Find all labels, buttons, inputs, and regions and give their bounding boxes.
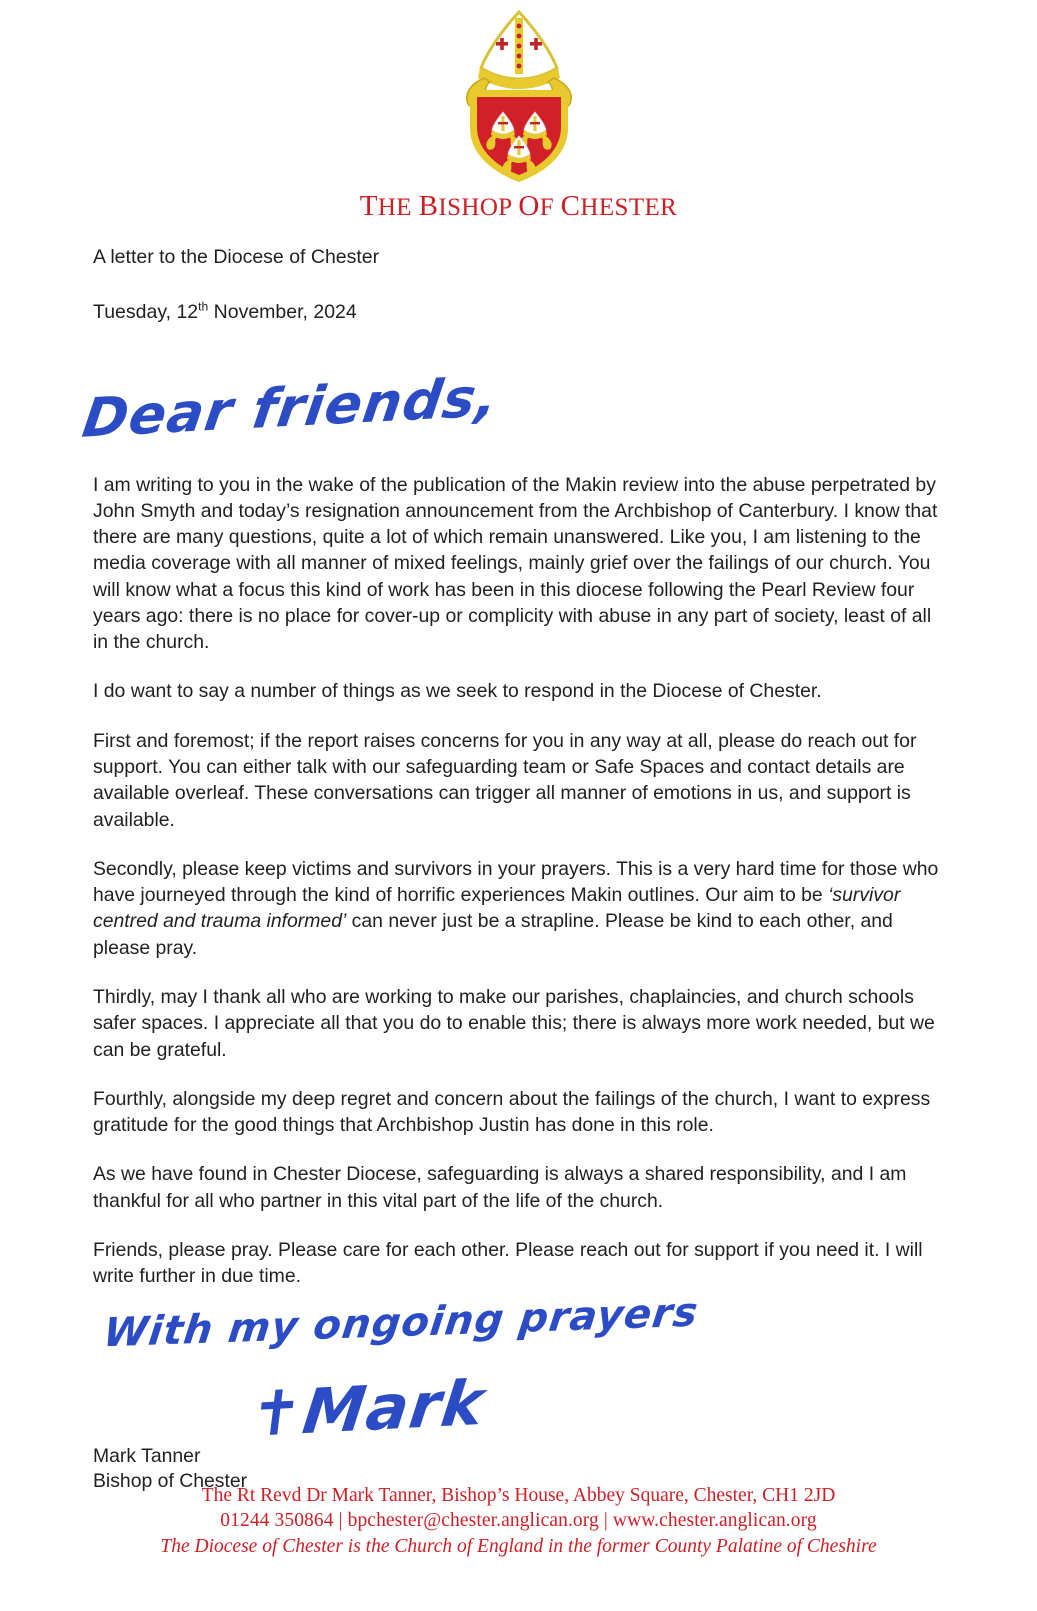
- paragraph-3: First and foremost; if the report raises concerns for you in any way at all, please do reach out for support. You can either talk with our safeguarding team or Safe Spaces and contact details are available overleaf. These conversations can trigger all manner of emotions in us, and support is available.: [93, 729, 917, 831]
- handwritten-closing: With my ongoing prayers: [100, 1289, 702, 1356]
- handwritten-signature: ✝Mark: [245, 1365, 489, 1451]
- strapline-quote: ‘survivor centred and trauma informed’: [93, 884, 901, 933]
- footer-email[interactable]: bpchester@chester.anglican.org: [347, 1510, 599, 1532]
- letterhead: [0, 0, 1037, 223]
- paragraph-4: [93, 856, 948, 961]
- footer-phone[interactable]: 01244 350864: [220, 1510, 334, 1532]
- paragraph-2: I do want to say a number of things as we seek to respond in the Diocese of Chester.: [93, 680, 822, 703]
- paragraph-5: Thirdly, may I thank all who are working to make our parishes, chaplaincies, and church schools safer spaces. I appreciate all that you do to enable this; there is always more work needed, but we can be grateful.: [93, 986, 935, 1061]
- paragraph-6: Fourthly, alongside my deep regret and concern about the failings of the church, I want to express gratitude for the good things that Archbishop Justin has done in this role.: [93, 1087, 931, 1137]
- organisation-title: THE BISHOP OF CHESTER: [359, 190, 678, 222]
- paragraph-4-after-quote: can never just be a strapline. Please be kind to each other, and please pray.: [93, 910, 893, 959]
- signatory-name: Mark Tanner: [93, 1444, 201, 1467]
- letter-body: [78, 243, 948, 1499]
- date-ordinal: th: [198, 299, 209, 314]
- letter-date: [93, 298, 948, 327]
- paragraph-1: I am writing to you in the wake of the publication of the Makin review into the abuse perpetrated by John Smyth and today’s resignation announcement from the Archbishop of Canterbury. I know that there are many questions, quite a lot of which remain unanswered. Like you, I am listening to the media coverage with all manner of mixed feelings, mainly grief over the failings of our church. You will know what a focus this kind of work has been in this diocese following the Pearl Review four years ago: there is no place for cover-up or complicity with abuse in any part of society, least of all in the church.: [93, 473, 938, 654]
- footer-address: The Rt Revd Dr Mark Tanner, Bishop’s House, Abbey Square, Chester, CH1 2JD: [201, 1485, 836, 1506]
- footer-separator-1: |: [338, 1510, 343, 1532]
- salutation-area: [78, 354, 948, 472]
- signatory-title: Bishop of Chester: [93, 1470, 248, 1493]
- paragraph-8: Friends, please pray. Please care for each other. Please reach out for support if you need it. I will write further in due time.: [93, 1238, 923, 1288]
- handwritten-salutation: Dear friends,: [78, 364, 503, 450]
- footer-tagline: The Diocese of Chester is the Church of England in the former County Palatine of Cheshire: [160, 1535, 877, 1557]
- letter-footer: [0, 1483, 1037, 1559]
- date-suffix: November, 2024: [208, 301, 357, 324]
- paragraph-7: As we have found in Chester Diocese, safeguarding is always a shared responsibility, and I am thankful for all who partner in this vital part of the life of the church.: [93, 1163, 907, 1212]
- paragraph-4-before-quote: Secondly, please keep victims and survivors in your prayers. This is a very hard time for those who have journeyed through the kind of horrific experiences Makin outlines. Our aim to be: [93, 857, 939, 907]
- footer-contact: [0, 1508, 1037, 1533]
- signoff-area: [93, 1289, 948, 1499]
- footer-separator-2: |: [603, 1510, 608, 1532]
- letter-subject: A letter to the Diocese of Chester: [93, 246, 380, 268]
- date-prefix: Tuesday, 12: [93, 301, 199, 324]
- footer-website[interactable]: www.chester.anglican.org: [612, 1510, 817, 1532]
- diocese-coat-of-arms-icon: [424, 6, 614, 186]
